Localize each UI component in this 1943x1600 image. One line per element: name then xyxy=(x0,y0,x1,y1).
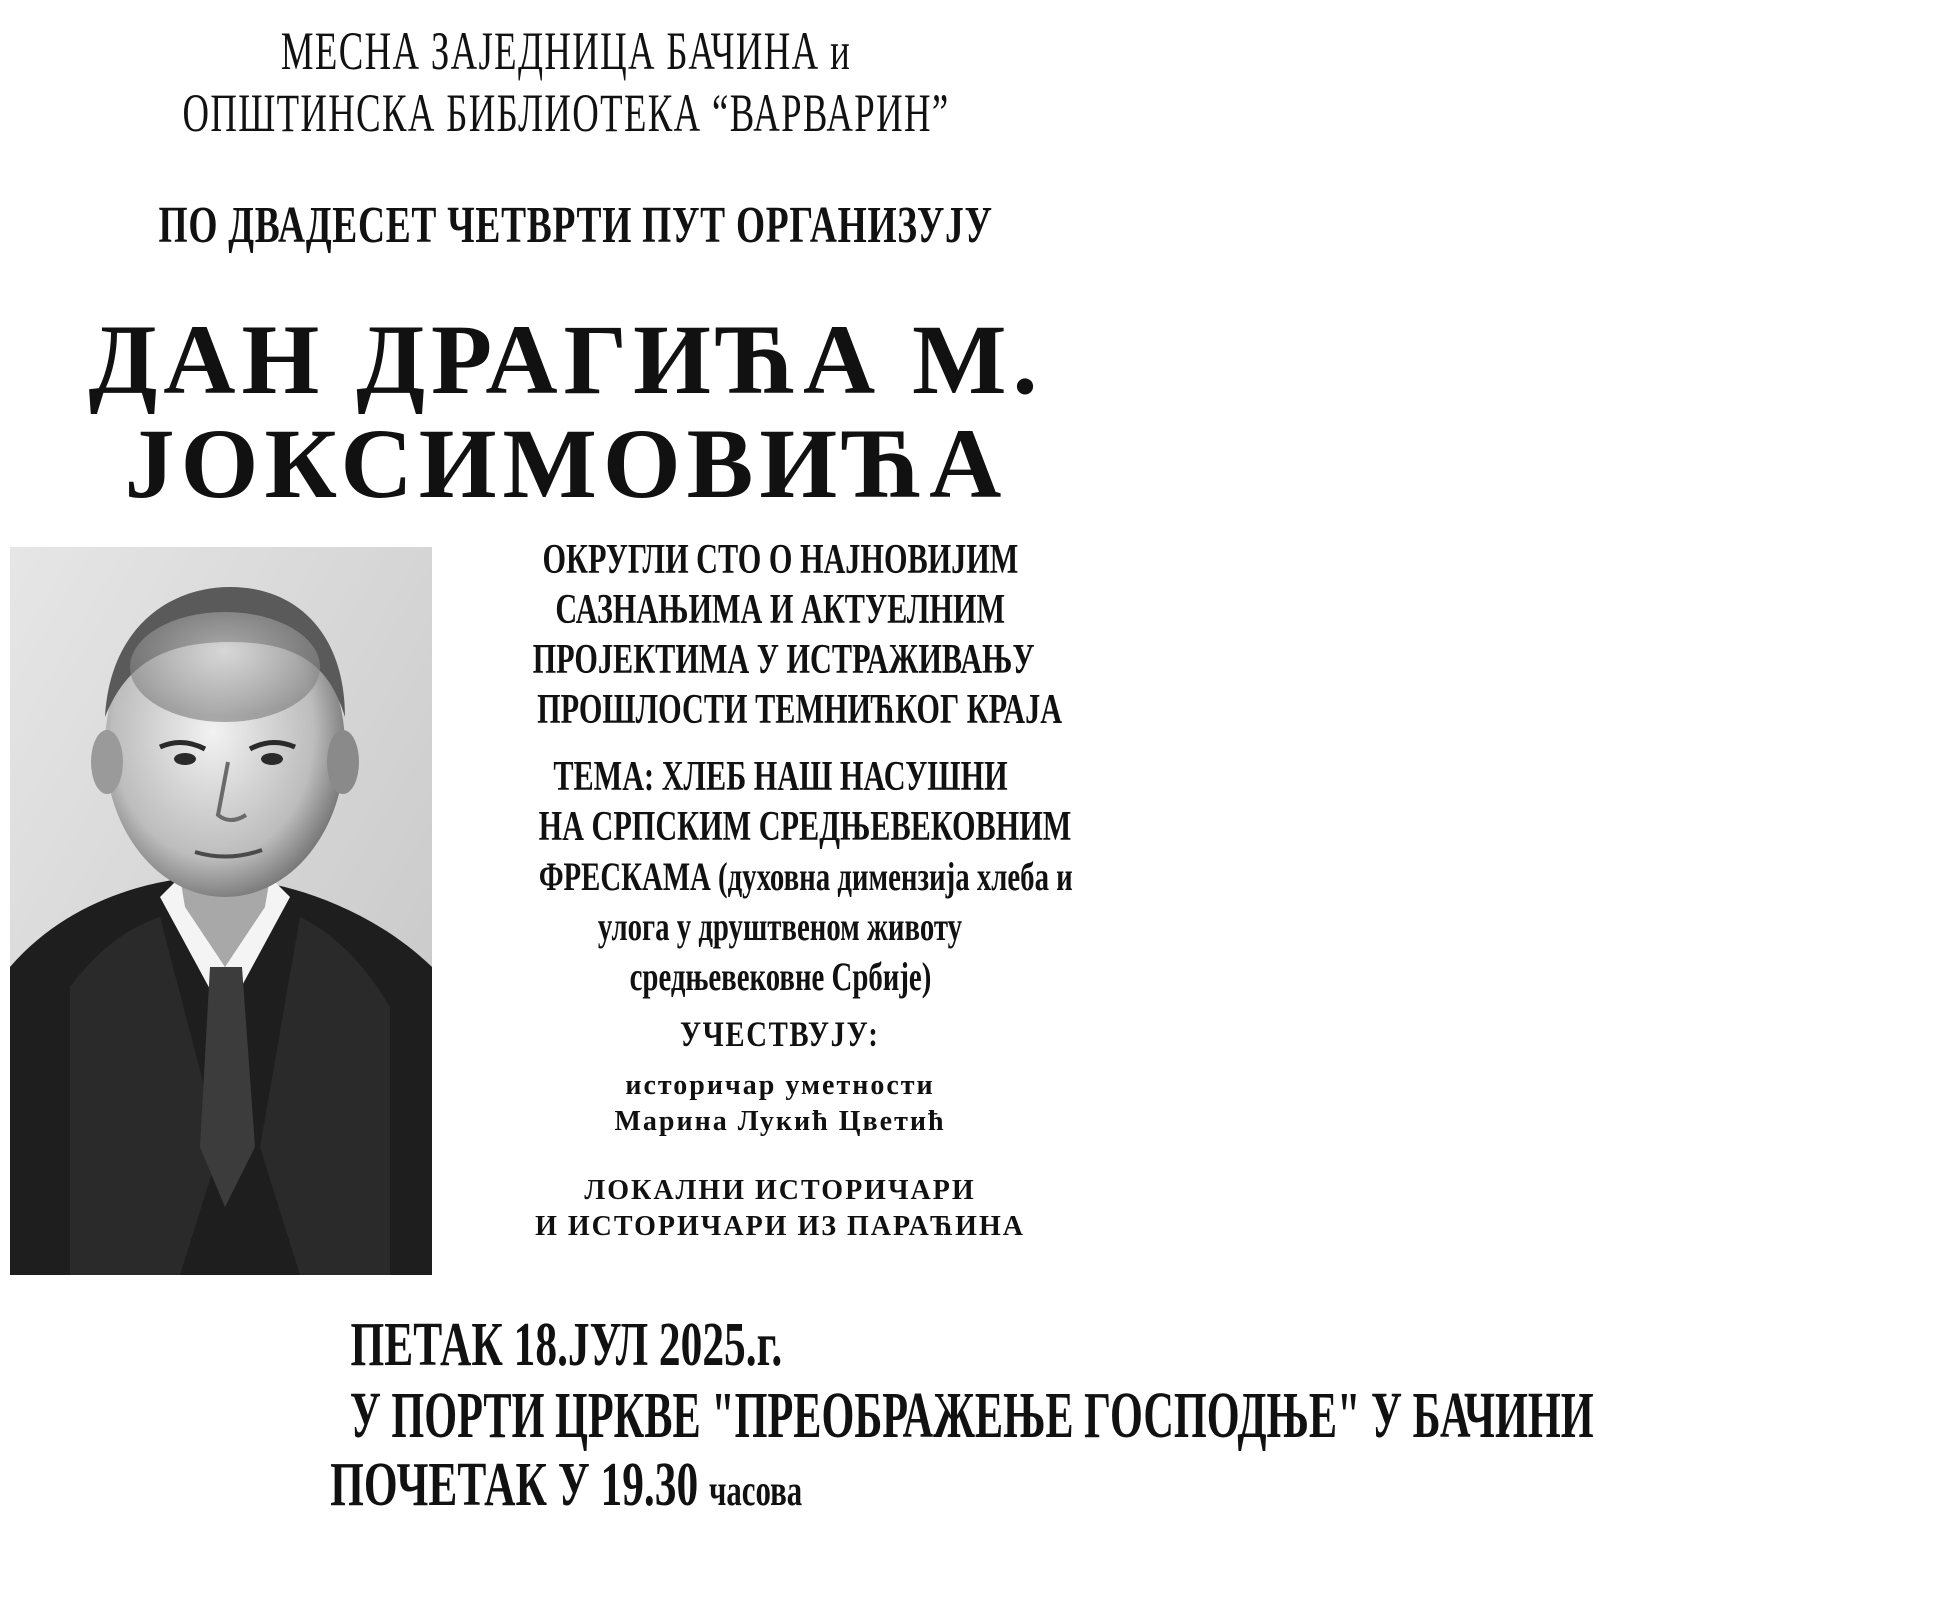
event-date: ПЕТАК 18.ЈУЛ 2025.г. xyxy=(350,1311,782,1379)
event-title-line-2: ЈОКСИМОВИЋА xyxy=(124,408,1008,519)
organizer-line-1: МЕСНА ЗАЈЕДНИЦА БАЧИНА и xyxy=(280,21,852,81)
participants-label: УЧЕСТВУЈУ: xyxy=(680,1014,880,1054)
portrait-photo xyxy=(10,547,432,1275)
participant-local-historians: ЛОКАЛНИ ИСТОРИЧАРИ И ИСТОРИЧАРИ ИЗ ПАРАЋИНА xyxy=(535,1175,1025,1242)
theme-description: ТЕМА: ХЛЕБ НАШ НАСУШНИ НА СРПСКИМ СРЕДЊЕВЕКОВНИМ ФРЕСКАМА (духовна димензија хлеба и улога у друштвеном животу средњевековне Србије) xyxy=(538,754,1073,999)
event-start-time: ПОЧЕТАК У 19.30 часова xyxy=(330,1451,802,1519)
event-place: У ПОРТИ ЦРКВЕ "ПРЕОБРАЖЕЊЕ ГОСПОДЊЕ" У БАЧИНИ xyxy=(349,1379,1594,1452)
organizes-line: ПО ДВАДЕСЕТ ЧЕТВРТИ ПУТ ОРГАНИЗУЈУ xyxy=(158,197,993,254)
roundtable-description: ОКРУГЛИ СТО О НАЈНОВИЈИМ САЗНАЊИМА И АКТУЕЛНИМ ПРОЈЕКТИМА У ИСТРАЖИВАЊУ ПРОШЛОСТИ ТЕМНИЋКОГ КРАЈА xyxy=(532,537,1063,733)
portrait-illustration xyxy=(10,547,432,1275)
participant-art-historian: историчар уметности Марина Лукић Цветић xyxy=(614,1070,946,1137)
organizer-line-2: ОПШТИНСКА БИБЛИОТЕКА “ВАРВАРИН” xyxy=(182,83,950,143)
event-title-line-1: ДАН ДРАГИЋА М. xyxy=(88,304,1044,415)
